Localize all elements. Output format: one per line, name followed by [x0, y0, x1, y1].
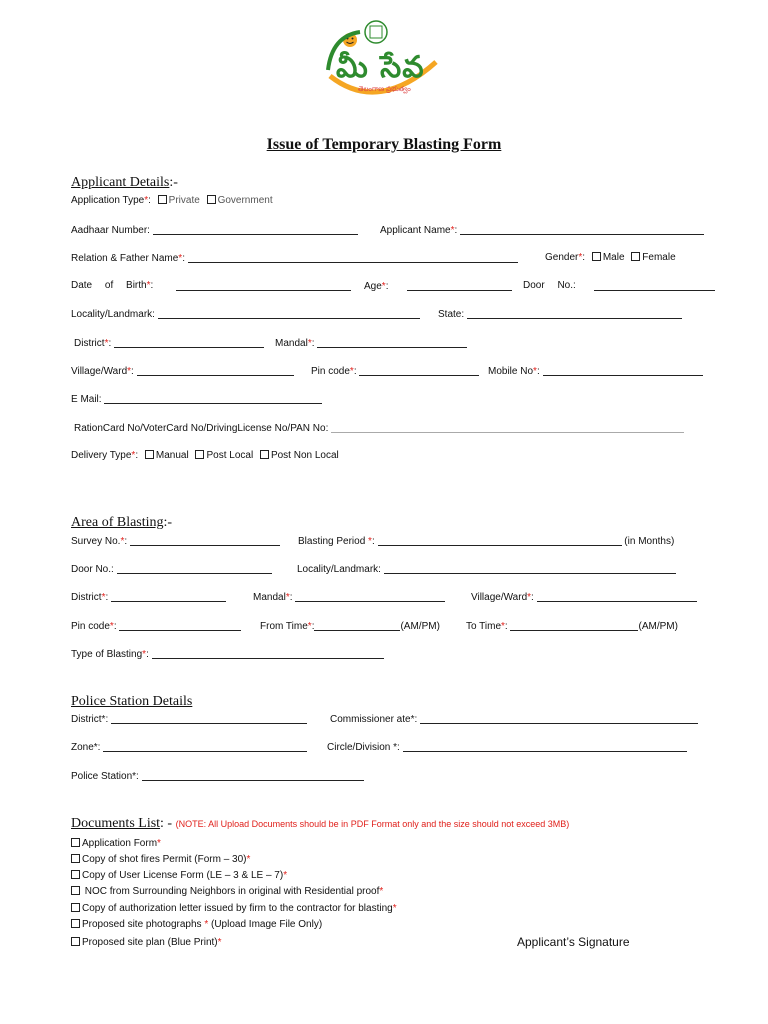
- area-mandal-field[interactable]: [295, 591, 445, 602]
- commissioner-field[interactable]: [420, 713, 698, 724]
- area-district-field[interactable]: [111, 591, 226, 602]
- document-item: Proposed site plan (Blue Print)*: [71, 937, 222, 949]
- police-station-row: Police Station*:: [71, 770, 364, 783]
- commissioner-row: Commissioner ate*:: [330, 713, 698, 726]
- locality-field[interactable]: [158, 308, 420, 319]
- form-title: Issue of Temporary Blasting Form: [266, 136, 502, 153]
- aadhaar-row: Aadhaar Number:: [71, 224, 358, 237]
- manual-checkbox[interactable]: [145, 450, 154, 459]
- district-row: District*:: [74, 337, 264, 350]
- document-checkbox[interactable]: [71, 886, 80, 895]
- applicant-name-row: Applicant Name*:: [380, 224, 704, 237]
- mandal-field[interactable]: [317, 337, 467, 348]
- from-time-row: From Time*: (AM/PM): [260, 621, 440, 632]
- police-station-heading: Police Station Details: [71, 694, 193, 709]
- document-checkbox[interactable]: [71, 903, 80, 912]
- document-item: Application Form*: [71, 838, 161, 850]
- document-checkbox[interactable]: [71, 937, 80, 946]
- government-checkbox[interactable]: [207, 195, 216, 204]
- mandal-row: Mandal*:: [275, 337, 467, 350]
- area-locality-row: Locality/Landmark:: [297, 563, 676, 576]
- post-local-checkbox[interactable]: [195, 450, 204, 459]
- document-checkbox[interactable]: [71, 919, 80, 928]
- state-row: State:: [438, 308, 682, 321]
- area-pincode-row: Pin code*:: [71, 620, 241, 633]
- documents-heading: Documents List: - (NOTE: All Upload Documents should be in PDF Format only and the size should not exceed 3MB): [71, 816, 570, 831]
- zone-row: Zone*:: [71, 741, 307, 754]
- documents-note: (NOTE: All Upload Documents should be in PDF Format only and the size should not exceed 3MB): [175, 819, 570, 829]
- document-checkbox[interactable]: [71, 854, 80, 863]
- state-field[interactable]: [467, 308, 682, 319]
- area-village-row: Village/Ward*:: [471, 591, 697, 604]
- document-checkbox[interactable]: [71, 870, 80, 879]
- aadhaar-field[interactable]: [153, 224, 358, 235]
- dob-field[interactable]: [176, 280, 351, 291]
- police-district-row: District*:: [71, 713, 307, 726]
- door-row: Door No.:: [523, 280, 576, 291]
- door-field[interactable]: [594, 280, 715, 291]
- male-checkbox[interactable]: [592, 252, 601, 261]
- meeseva-logo: [318, 16, 450, 106]
- document-item: Copy of User License Form (LE – 3 & LE – 7)*: [71, 870, 287, 882]
- blasting-period-field[interactable]: [378, 535, 622, 546]
- gender-row: Gender*: Male Female: [545, 252, 676, 263]
- zone-field[interactable]: [103, 741, 307, 752]
- female-checkbox[interactable]: [631, 252, 640, 261]
- blasting-period-row: Blasting Period *: (in Months): [298, 536, 675, 547]
- applicant-details-heading: Applicant Details:-: [71, 175, 178, 190]
- logo-subtext: తెలంగాణ ప్రభుత్వం: [358, 86, 411, 93]
- application-type-row: Application Type*: Private Government: [71, 195, 273, 206]
- document-item: Copy of shot fires Permit (Form – 30)*: [71, 854, 250, 866]
- document-checkbox[interactable]: [71, 838, 80, 847]
- area-door-field[interactable]: [117, 563, 272, 574]
- delivery-type-row: Delivery Type*: Manual Post Local Post Non Local: [71, 450, 339, 461]
- email-row: E Mail:: [71, 393, 322, 406]
- dob-row: Date of Birth*:: [71, 280, 154, 291]
- post-non-local-checkbox[interactable]: [260, 450, 269, 459]
- mobile-field[interactable]: [543, 365, 703, 376]
- mobile-row: Mobile No*:: [488, 365, 703, 378]
- area-of-blasting-heading: Area of Blasting:-: [71, 515, 173, 530]
- document-item: Copy of authorization letter issued by firm to the contractor for blasting*: [71, 903, 397, 915]
- relation-field[interactable]: [188, 252, 518, 263]
- village-field[interactable]: [137, 365, 294, 376]
- survey-field[interactable]: [130, 535, 280, 546]
- pincode-field[interactable]: [359, 365, 479, 376]
- document-item: Proposed site photographs * (Upload Image File Only): [71, 919, 322, 931]
- area-locality-field[interactable]: [384, 563, 676, 574]
- age-field[interactable]: [407, 280, 512, 291]
- age-row: Age*:: [364, 280, 512, 293]
- locality-row: Locality/Landmark:: [71, 308, 420, 321]
- district-field[interactable]: [114, 337, 264, 348]
- blasting-type-field[interactable]: [152, 648, 384, 659]
- blasting-type-row: Type of Blasting*:: [71, 648, 384, 661]
- relation-row: Relation & Father Name*:: [71, 252, 518, 265]
- applicant-name-field[interactable]: [460, 224, 704, 235]
- to-time-row: To Time*: (AM/PM): [466, 621, 678, 632]
- village-row: Village/Ward*:: [71, 365, 294, 378]
- area-district-row: District*:: [71, 591, 226, 604]
- ration-row: RationCard No/VoterCard No/DrivingLicense No/PAN No:: [74, 422, 684, 435]
- area-pincode-field[interactable]: [119, 620, 241, 631]
- document-item: NOC from Surrounding Neighbors in original with Residential proof*: [71, 886, 383, 898]
- circle-row: Circle/Division *:: [327, 741, 687, 754]
- from-time-field[interactable]: [314, 620, 400, 631]
- police-station-field[interactable]: [142, 770, 364, 781]
- applicant-signature-label: Applicant’s Signature: [517, 935, 630, 949]
- police-district-field[interactable]: [111, 713, 307, 724]
- survey-row: Survey No.*:: [71, 535, 280, 548]
- area-mandal-row: Mandal*:: [253, 591, 445, 604]
- area-door-row: Door No.:: [71, 563, 272, 576]
- private-checkbox[interactable]: [158, 195, 167, 204]
- area-village-field[interactable]: [537, 591, 697, 602]
- ration-field[interactable]: [331, 422, 684, 433]
- logo-text: మీ సేవ: [336, 50, 425, 85]
- circle-field[interactable]: [403, 741, 687, 752]
- email-field[interactable]: [104, 393, 322, 404]
- pincode-row: Pin code*:: [311, 365, 479, 378]
- to-time-field[interactable]: [510, 620, 638, 631]
